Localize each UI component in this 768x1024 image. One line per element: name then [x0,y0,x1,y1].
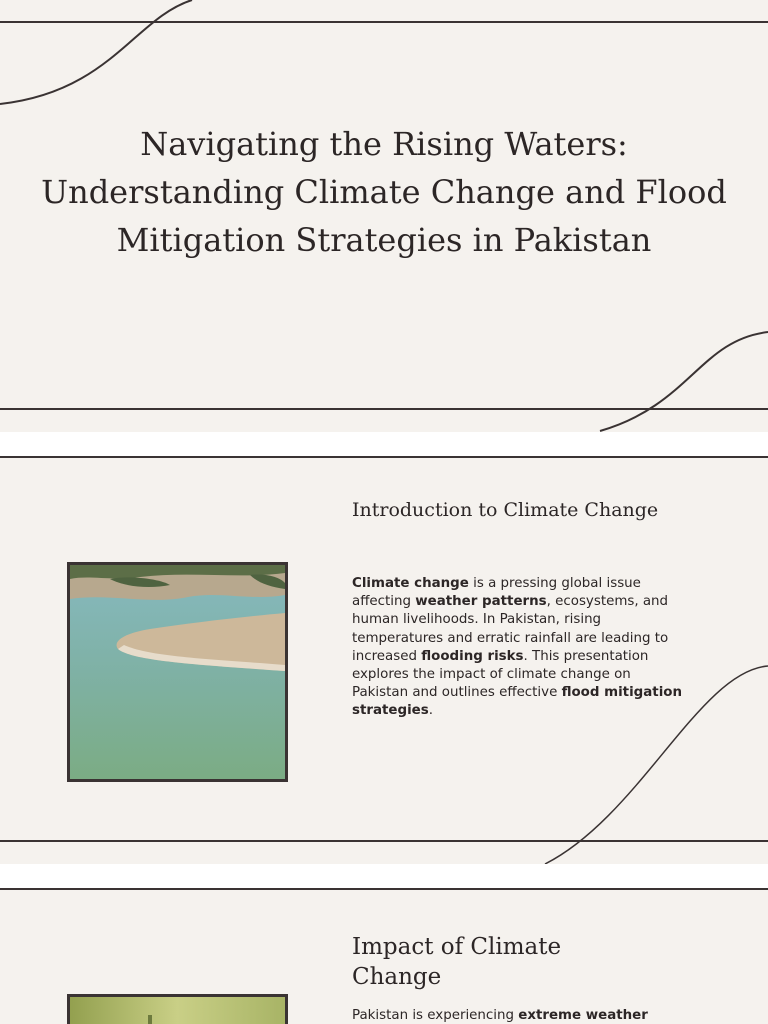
body-text: , ecosystems, and human livelihoods. In Pakistan, rising temperatures and erratic rainfall are leading to increased [352,594,669,664]
section-body [352,575,682,721]
emphasis-text: weather patterns [415,594,547,610]
top-rule [0,456,768,458]
body-text: is a pressing global issue affecting [352,576,641,610]
bottom-rule [0,408,768,410]
section-heading: Impact of Climate Change [352,934,562,990]
impact-slide [0,888,768,1024]
top-rule [0,21,768,23]
emphasis-text: extreme weather [518,1008,648,1023]
title-slide [0,0,768,432]
landscape-photo [67,994,288,1024]
section-body [352,1007,682,1024]
body-text: . [428,703,433,719]
bottom-rule [0,840,768,842]
emphasis-text: flooding risks [421,648,524,664]
section-heading: Introduction to Climate Change [352,499,659,521]
lake-aerial-photo [67,562,288,782]
emphasis-text: flood mitigation strategies [352,685,683,719]
body-text: . This presentation explores the impact of climate change on Pakistan and outlines effective [352,648,649,701]
top-rule [0,888,768,890]
introduction-slide [0,456,768,864]
body-text: Pakistan is experiencing [352,1008,519,1023]
emphasis-text: Climate change [352,576,469,591]
presentation-title: Navigating the Rising Waters: Understanding Climate Change and Flood Mitigation Strategies in Pakistan [41,125,727,259]
